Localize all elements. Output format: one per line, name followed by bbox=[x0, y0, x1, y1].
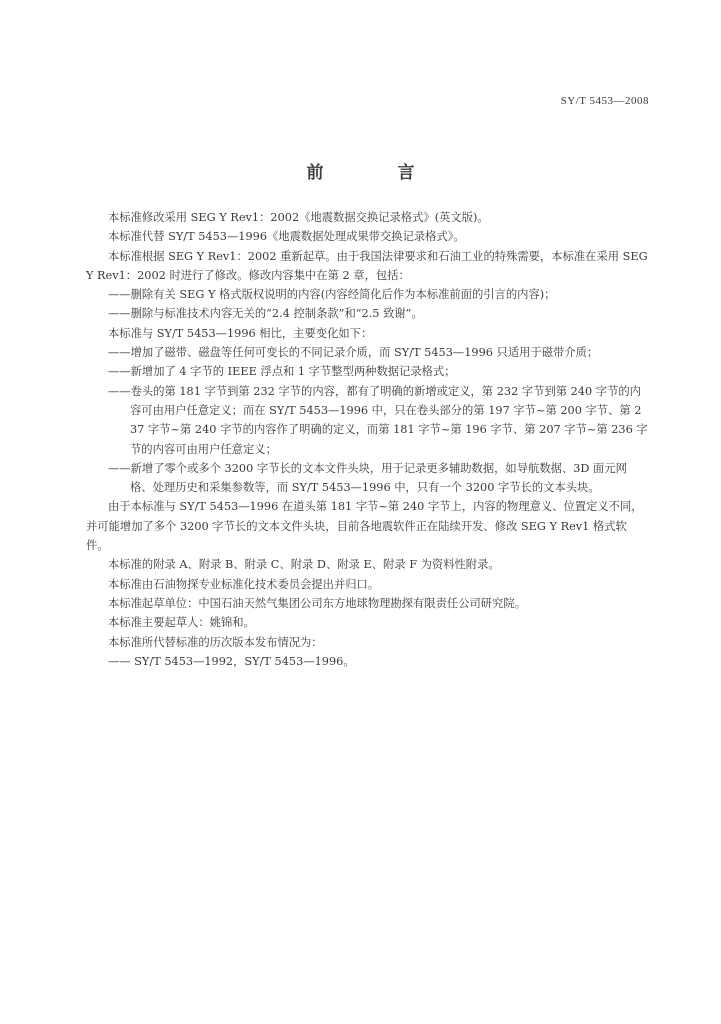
paragraph: 本标准起草单位：中国石油天然气集团公司东方地球物理勘探有限责任公司研究院。 bbox=[108, 596, 526, 610]
paragraph: 本标准修改采用 SEG Y Rev1：2002《地震数据交换记录格式》(英文版)。 bbox=[108, 211, 489, 224]
document-body bbox=[86, 208, 648, 671]
paragraph: 由于本标准与 SY/T 5453—1996 在道头第 181 字节~第 240 字节上，内容的物理意义、位置定义不同，并可能增加了多个 3200 字节长的文本文件头块，目前各地震软件正在陆续开发、修改 SEG Y Rev1 格式软件。 bbox=[86, 500, 643, 553]
page-title: 前 言 bbox=[306, 163, 449, 183]
document-code: SY/T 5453—2008 bbox=[560, 95, 649, 107]
paragraph: 本标准由石油物探专业标准化技术委员会提出并归口。 bbox=[108, 577, 380, 591]
paragraph: 本标准的附录 A、附录 B、附录 C、附录 D、附录 E、附录 F 为资料性附录。 bbox=[108, 558, 500, 572]
list-item: ——卷头的第 181 字节到第 232 字节的内容，都有了明确的新增或定义，第 232 字节到第 240 字节的内容可由用户任意定义；而在 SY/T 5453—1996 中，只在卷头部分的第 197 字节~第 200 字节、第 237 字节~第 240 字节的内容作了明确的定义，而第 181 字节~第 196 字节、第 207 字节~第 236 字节的内容可由用户任意定义； bbox=[108, 384, 648, 456]
list-item: —— SY/T 5453—1992，SY/T 5453—1996。 bbox=[108, 654, 355, 668]
list-item: ——删除与标准技术内容无关的“2.4 控制条款”和“2.5 致谢”。 bbox=[108, 307, 423, 321]
paragraph: 本标准所代替标准的历次版本发布情况为： bbox=[108, 635, 323, 649]
paragraph: 本标准与 SY/T 5453—1996 相比，主要变化如下： bbox=[108, 326, 373, 340]
list-item: ——删除有关 SEG Y 格式版权说明的内容(内容经简化后作为本标准前面的引言的内容)； bbox=[108, 288, 556, 302]
list-item: ——增加了磁带、磁盘等任何可变长的不同记录介质，而 SY/T 5453—1996 只适用于磁带介质； bbox=[108, 346, 599, 360]
paragraph: 本标准根据 SEG Y Rev1：2002 重新起草。由于我国法律要求和石油工业的特殊需要，本标准在采用 SEG Y Rev1：2002 时进行了修改。修改内容集中在第 2 章，包括： bbox=[86, 249, 648, 282]
paragraph: 本标准主要起草人：姚锦和。 bbox=[108, 616, 255, 630]
paragraph: 本标准代替 SY/T 5453—1996《地震数据处理成果带交换记录格式》。 bbox=[108, 230, 465, 244]
list-item: ——新增加了 4 字节的 IEEE 浮点和 1 字节整型两种数据记录格式； bbox=[108, 365, 456, 379]
list-item: ——新增了零个或多个 3200 字节长的文本文件头块，用于记录更多辅助数据，如导航数据、3D 面元网格、处理历史和采集参数等，而 SY/T 5453—1996 中，只有一个 3200 字节长的文本头块。 bbox=[108, 461, 627, 495]
